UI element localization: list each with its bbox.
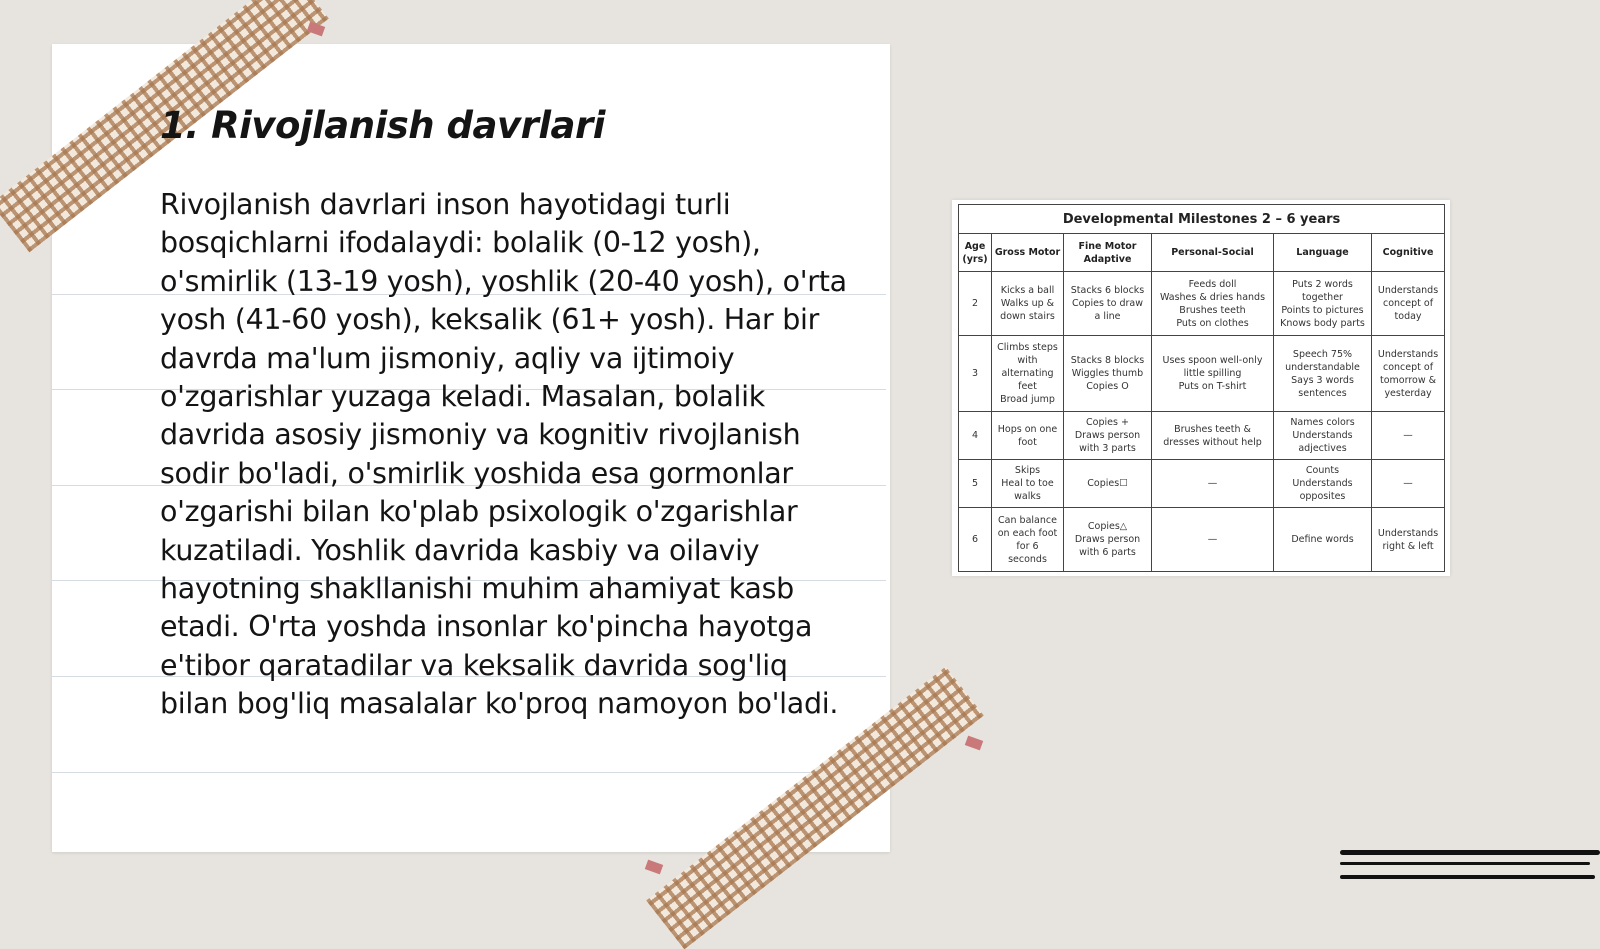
table-cell: 6	[959, 508, 992, 572]
table-cell: Understands concept of today	[1372, 272, 1445, 336]
table-cell: Uses spoon well-only little spilling Puts on T-shirt	[1152, 336, 1274, 412]
table-row	[959, 508, 1445, 572]
table-cell: Skips Heal to toe walks	[992, 460, 1064, 508]
brush-strokes-decoration	[1340, 846, 1600, 886]
slide-body-text: Rivojlanish davrlari inson hayotidagi turli bosqichlarni ifodalaydi: bolalik (0-12 yosh), o'smirlik (13-19 yosh), yoshlik (20-40 yosh), o'rta yosh (41-60 yosh), keksalik (61+ yosh). Har bir davrda ma'lum jismoniy, aqliy va ijtimoiy o'zgarishlar yuzaga keladi. Masalan, bolalik davrida asosiy jismoniy va kognitiv rivojlanish sodir bo'ladi, o'smirlik yoshida esa gormonlar o'zgarishi bilan ko'plab psixologik o'zgarishlar kuzatiladi. Yoshlik davrida kasbiy va oilaviy hayotning shakllanishi muhim ahamiyat kasb etadi. O'rta yoshda insonlar ko'pincha hayotga e'tibor qaratadilar va keksalik davrida sog'liq bilan bog'liq masalalar ko'proq namoyon bo'ladi.	[160, 188, 847, 721]
slide-title: 1. Rivojlanish davrlari	[160, 104, 605, 147]
tape-tab-bottom	[965, 736, 983, 751]
table-cell: Stacks 8 blocks Wiggles thumb Copies O	[1064, 336, 1152, 412]
header-personal-social: Personal-Social	[1152, 234, 1274, 272]
table-cell: —	[1152, 508, 1274, 572]
table-cell: Speech 75% understandable Says 3 words sentences	[1274, 336, 1372, 412]
tape-tab-bottom-left	[645, 860, 663, 875]
table-cell: 3	[959, 336, 992, 412]
table-cell: —	[1152, 460, 1274, 508]
tape-tab-top	[307, 22, 325, 37]
brush-stroke	[1340, 875, 1595, 879]
header-age: Age (yrs)	[959, 234, 992, 272]
table-cell: —	[1372, 460, 1445, 508]
milestones-table	[958, 204, 1445, 572]
table-cell: 2	[959, 272, 992, 336]
table-caption: Developmental Milestones 2 – 6 years	[959, 205, 1445, 234]
header-gross-motor: Gross Motor	[992, 234, 1064, 272]
header-fine-motor: Fine Motor Adaptive	[1064, 234, 1152, 272]
table-cell: Hops on one foot	[992, 412, 1064, 460]
table-cell: Feeds doll Washes & dries hands Brushes teeth Puts on clothes	[1152, 272, 1274, 336]
header-language: Language	[1274, 234, 1372, 272]
brush-stroke	[1340, 862, 1590, 865]
table-cell: Kicks a ball Walks up & down stairs	[992, 272, 1064, 336]
table-cell: Stacks 6 blocks Copies to draw a line	[1064, 272, 1152, 336]
table-cell: Copies + Draws person with 3 parts	[1064, 412, 1152, 460]
milestones-table-card	[952, 200, 1450, 576]
table-cell: Counts Understands opposites	[1274, 460, 1372, 508]
table-cell: Define words	[1274, 508, 1372, 572]
table-row	[959, 412, 1445, 460]
table-cell: Copies☐	[1064, 460, 1152, 508]
table-cell: Understands right & left	[1372, 508, 1445, 572]
table-cell: 5	[959, 460, 992, 508]
table-cell: Understands concept of tomorrow & yesterday	[1372, 336, 1445, 412]
table-row	[959, 272, 1445, 336]
table-cell: Copies△ Draws person with 6 parts	[1064, 508, 1152, 572]
table-cell: Brushes teeth & dresses without help	[1152, 412, 1274, 460]
table-cell: Names colors Understands adjectives	[1274, 412, 1372, 460]
header-cognitive: Cognitive	[1372, 234, 1445, 272]
table-row	[959, 460, 1445, 508]
brush-stroke	[1340, 850, 1600, 855]
table-cell: Can balance on each foot for 6 seconds	[992, 508, 1064, 572]
table-cell: —	[1372, 412, 1445, 460]
ruled-line	[52, 772, 886, 773]
table-cell: 4	[959, 412, 992, 460]
table-cell: Puts 2 words together Points to pictures Knows body parts	[1274, 272, 1372, 336]
table-row	[959, 336, 1445, 412]
table-header-row	[959, 234, 1445, 272]
table-cell: Climbs steps with alternating feet Broad jump	[992, 336, 1064, 412]
